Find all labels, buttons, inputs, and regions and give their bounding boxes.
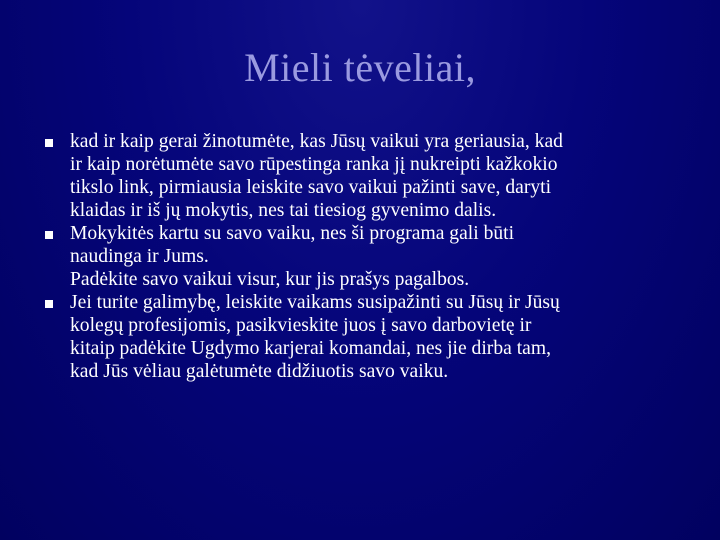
bullet-text-line: klaidas ir iš jų mokytis, nes tai tiesiog gyvenimo dalis.	[70, 200, 497, 221]
bullet-text-line: Mokykitės kartu su savo vaiku, nes ši programa gali būti	[70, 223, 515, 244]
bullet-text-line: tikslo link, pirmiausia leiskite savo vaikui pažinti save, daryti	[70, 177, 552, 198]
square-bullet-icon	[45, 139, 53, 147]
slide-title: Mieli tėveliai,	[244, 45, 476, 90]
bullet-text-line: ir kaip norėtumėte savo rūpestinga ranka jį nukreipti kažkokio	[70, 154, 558, 175]
bullet-text-line: kad ir kaip gerai žinotumėte, kas Jūsų vaikui yra geriausia, kad	[70, 131, 563, 152]
square-bullet-icon	[45, 231, 53, 239]
bullet-item	[40, 222, 690, 291]
bullet-text-line: kitaip padėkite Ugdymo karjerai komandai, nes jie dirba tam,	[70, 338, 551, 359]
bullet-text-line: kad Jūs vėliau galėtumėte didžiuotis savo vaiku.	[70, 361, 449, 382]
bullet-text-line: Jei turite galimybę, leiskite vaikams susipažinti su Jūsų ir Jūsų	[70, 292, 560, 313]
bullet-item	[40, 130, 690, 222]
bullet-item	[40, 291, 690, 383]
bullet-text-line: Padėkite savo vaikui visur, kur jis prašys pagalbos.	[70, 269, 470, 290]
bullet-text-line: kolegų profesijomis, pasikvieskite juos į savo darbovietę ir	[70, 315, 532, 336]
bullet-text-line: naudinga ir Jums.	[70, 246, 209, 267]
bullet-list	[40, 130, 690, 383]
square-bullet-icon	[45, 300, 53, 308]
